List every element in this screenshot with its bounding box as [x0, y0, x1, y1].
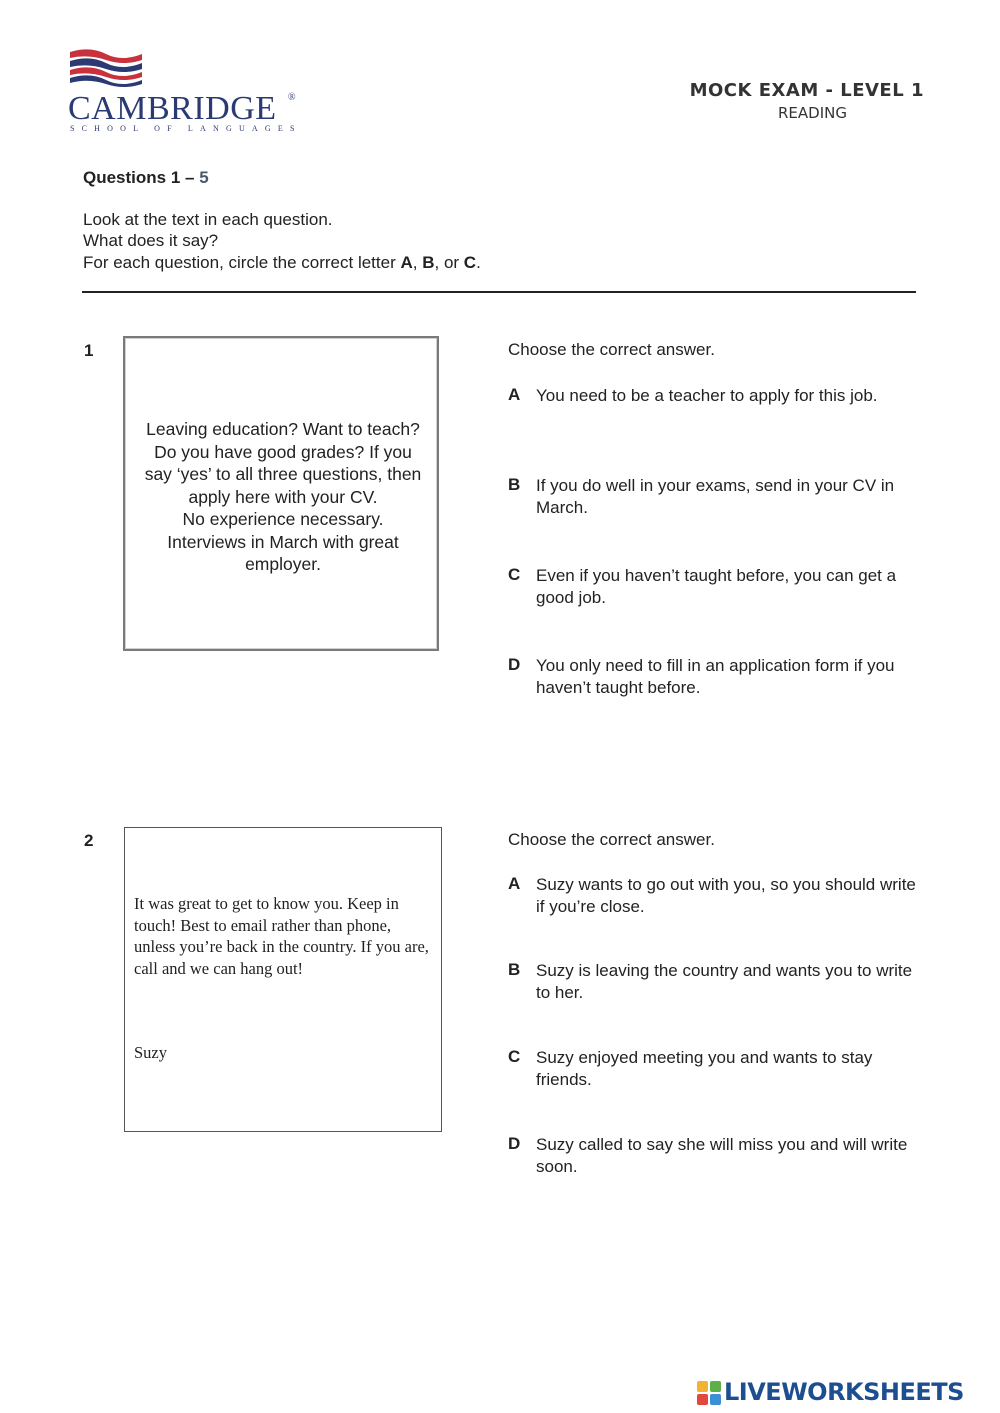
question-2-prompt: Choose the correct answer. [508, 830, 715, 849]
sep-end: . [476, 253, 481, 272]
q1-option-d-text[interactable]: You only need to fill in an application form if you haven’t taught before. [536, 656, 895, 697]
notice-line: Do you have good grades? If you [154, 441, 412, 462]
q1-option-a-letter[interactable]: A [508, 385, 521, 404]
questions-heading [83, 168, 209, 188]
q2-option-b-text[interactable]: Suzy is leaving the country and wants you to write to her. [536, 961, 913, 1002]
q2-option-a-text[interactable]: Suzy wants to go out with you, so you should write if you’re close. [536, 875, 916, 916]
logo-wordmark: CAMBRIDGE [68, 90, 277, 127]
notice-text-2: It was great to get to know you. Keep in touch! Best to email rather than phone, unless you’re back in the country. If you are, call and we can hang out! [134, 894, 429, 978]
notice-line: employer. [245, 554, 321, 574]
notice-line: Interviews in March with great [167, 531, 399, 552]
instruction-line-2: What does it say? [83, 231, 219, 250]
question-number-1: 1 [84, 341, 94, 360]
liveworksheets-badge-icon [697, 1381, 721, 1405]
question-1-prompt: Choose the correct answer. [508, 340, 715, 359]
cambridge-logo [66, 46, 306, 136]
sep-2: , or [434, 253, 464, 272]
question-number-2: 2 [84, 831, 94, 850]
q2-option-d-letter[interactable]: D [508, 1134, 521, 1153]
liveworksheets-wordmark: LIVEWORKSHEETS [724, 1378, 964, 1406]
instruction-line-3 [83, 253, 481, 273]
notice-signature: Suzy [134, 1043, 167, 1062]
notice-line: apply here with your CV. [188, 486, 378, 507]
q2-option-d-text[interactable]: Suzy called to say she will miss you and will write soon. [536, 1135, 908, 1176]
notice-line: No experience necessary. [182, 509, 384, 529]
logo-subtitle: SCHOOL OF LANGUAGES [70, 124, 302, 133]
q1-option-b-text[interactable]: If you do well in your exams, send in your CV in March. [536, 476, 895, 517]
questions-heading-end: 5 [199, 168, 209, 187]
q1-option-d-letter[interactable]: D [508, 655, 521, 674]
q1-option-a-text[interactable]: You need to be a teacher to apply for this job. [536, 386, 878, 405]
flag-icon [66, 46, 146, 90]
notice-box-1 [123, 336, 439, 651]
instruction-line-1: Look at the text in each question. [83, 210, 333, 229]
q1-option-c-text[interactable]: Even if you haven’t taught before, you can get a good job. [536, 566, 897, 607]
q2-option-c-letter[interactable]: C [508, 1047, 521, 1066]
letter-c: C [463, 253, 477, 272]
sep-1: , [412, 253, 423, 272]
notice-text-1 [133, 418, 433, 576]
exam-section: READING [778, 104, 847, 122]
q1-option-c-letter[interactable]: C [508, 565, 521, 584]
logo-registered-mark: ® [288, 92, 296, 103]
notice-box-2 [124, 827, 442, 1132]
q1-option-b-letter[interactable]: B [508, 475, 521, 494]
q2-option-b-letter[interactable]: B [508, 960, 521, 979]
q2-option-a-letter[interactable]: A [508, 874, 521, 893]
q2-option-c-text[interactable]: Suzy enjoyed meeting you and wants to stay friends. [536, 1048, 873, 1089]
notice-line: Leaving education? Want to teach? [146, 419, 420, 439]
notice-line: say ‘yes’ to all three questions, then [144, 464, 422, 484]
exam-title: MOCK EXAM - LEVEL 1 [689, 80, 924, 101]
letter-a: A [400, 253, 413, 272]
questions-heading-label: Questions 1 – [83, 168, 195, 187]
instruction-line-3-text: For each question, circle the correct letter [83, 253, 396, 272]
divider [82, 291, 916, 293]
letter-b: B [422, 253, 435, 272]
